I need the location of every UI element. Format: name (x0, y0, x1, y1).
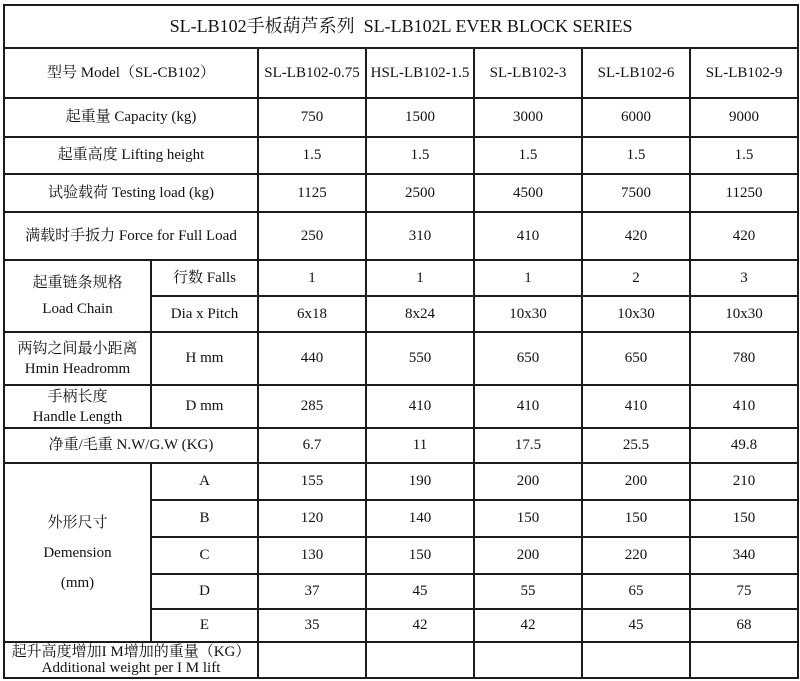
handle-length-label-zh: 手柄长度 (47, 388, 108, 405)
dimension-label-zh: 外形尺寸 (47, 514, 108, 531)
dia-pitch-value: 8x24 (366, 296, 474, 332)
dimension-value: 200 (582, 463, 690, 500)
dimension-value: 68 (690, 609, 798, 642)
dimension-value: 35 (258, 609, 366, 642)
falls-value: 1 (366, 260, 474, 296)
dimension-value: 75 (690, 574, 798, 609)
row-dimension-a (4, 463, 798, 500)
handle-length-value: 285 (258, 385, 366, 428)
model-name: SL-LB102-3 (474, 48, 582, 98)
row-title (4, 5, 798, 48)
dimension-value: 130 (258, 537, 366, 574)
lifting-height-value: 1.5 (690, 137, 798, 174)
headroom-value: 550 (366, 332, 474, 385)
dimension-value: 55 (474, 574, 582, 609)
falls-label: 行数 Falls (151, 260, 258, 296)
row-falls (4, 260, 798, 296)
headroom-label-zh: 两钩之间最小距离 (17, 340, 138, 357)
additional-weight-label-en: Additional weight per I M lift (41, 660, 221, 676)
row-weight (4, 428, 798, 463)
dia-pitch-value: 6x18 (258, 296, 366, 332)
lifting-height-value: 1.5 (258, 137, 366, 174)
capacity-value: 9000 (690, 98, 798, 137)
dimension-value: 190 (366, 463, 474, 500)
force-full-load-label: 满载时手扳力 Force for Full Load (4, 212, 258, 260)
force-value: 250 (258, 212, 366, 260)
force-value: 420 (582, 212, 690, 260)
headroom-sub-label: H mm (151, 332, 258, 385)
dimension-value: 155 (258, 463, 366, 500)
capacity-value: 1500 (366, 98, 474, 137)
dimension-value: 140 (366, 500, 474, 537)
testing-load-value: 2500 (366, 174, 474, 212)
weight-value: 6.7 (258, 428, 366, 463)
handle-length-value: 410 (474, 385, 582, 428)
row-additional-weight (4, 642, 798, 678)
row-lifting-height (4, 137, 798, 174)
dia-pitch-value: 10x30 (474, 296, 582, 332)
falls-value: 1 (258, 260, 366, 296)
dimension-label-unit: (mm) (60, 574, 95, 591)
additional-weight-label (4, 642, 258, 678)
model-name: SL-LB102-9 (690, 48, 798, 98)
dimension-value: 340 (690, 537, 798, 574)
load-chain-label-zh: 起重链条规格 (32, 275, 123, 291)
dimension-sub-label: D (151, 574, 258, 609)
lifting-height-value: 1.5 (582, 137, 690, 174)
load-chain-label (4, 260, 151, 332)
dimension-value: 150 (690, 500, 798, 537)
additional-weight-value (690, 642, 798, 678)
dimension-sub-label: A (151, 463, 258, 500)
capacity-label: 起重量 Capacity (kg) (4, 98, 258, 137)
dimension-value: 45 (582, 609, 690, 642)
model-name: SL-LB102-0.75 (258, 48, 366, 98)
additional-weight-value (366, 642, 474, 678)
handle-length-value: 410 (366, 385, 474, 428)
testing-load-value: 1125 (258, 174, 366, 212)
testing-load-value: 11250 (690, 174, 798, 212)
lifting-height-value: 1.5 (366, 137, 474, 174)
row-capacity (4, 98, 798, 137)
dimension-value: 150 (366, 537, 474, 574)
handle-length-sub-label: D mm (151, 385, 258, 428)
headroom-value: 650 (582, 332, 690, 385)
testing-load-label: 试验载荷 Testing load (kg) (4, 174, 258, 212)
dimension-sub-label: C (151, 537, 258, 574)
force-value: 420 (690, 212, 798, 260)
dimension-label-en: Demension (43, 544, 112, 561)
dimension-label (4, 463, 151, 642)
dimension-value: 120 (258, 500, 366, 537)
handle-length-value: 410 (582, 385, 690, 428)
weight-value: 17.5 (474, 428, 582, 463)
model-row-label: 型号 Model（SL-CB102） (4, 48, 258, 98)
dimension-value: 42 (474, 609, 582, 642)
weight-value: 49.8 (690, 428, 798, 463)
testing-load-value: 4500 (474, 174, 582, 212)
lifting-height-value: 1.5 (474, 137, 582, 174)
handle-length-label-en: Handle Length (32, 408, 123, 425)
capacity-value: 750 (258, 98, 366, 137)
dimension-value: 200 (474, 537, 582, 574)
dimension-value: 42 (366, 609, 474, 642)
additional-weight-value (258, 642, 366, 678)
dia-pitch-label: Dia x Pitch (151, 296, 258, 332)
falls-value: 1 (474, 260, 582, 296)
row-model (4, 48, 798, 98)
dia-pitch-value: 10x30 (690, 296, 798, 332)
additional-weight-value (474, 642, 582, 678)
dimension-value: 210 (690, 463, 798, 500)
headroom-value: 780 (690, 332, 798, 385)
handle-length-label (4, 385, 151, 428)
dia-pitch-value: 10x30 (582, 296, 690, 332)
row-handle-length (4, 385, 798, 428)
headroom-value: 650 (474, 332, 582, 385)
capacity-value: 6000 (582, 98, 690, 137)
dimension-sub-label: B (151, 500, 258, 537)
dimension-value: 220 (582, 537, 690, 574)
lifting-height-label: 起重高度 Lifting height (4, 137, 258, 174)
falls-value: 2 (582, 260, 690, 296)
headroom-label (4, 332, 151, 385)
handle-length-value: 410 (690, 385, 798, 428)
dimension-value: 37 (258, 574, 366, 609)
force-value: 310 (366, 212, 474, 260)
dimension-value: 45 (366, 574, 474, 609)
row-testing-load (4, 174, 798, 212)
testing-load-value: 7500 (582, 174, 690, 212)
weight-value: 11 (366, 428, 474, 463)
weight-label: 净重/毛重 N.W/G.W (KG) (4, 428, 258, 463)
dimension-value: 65 (582, 574, 690, 609)
spec-sheet (3, 4, 797, 679)
dimension-value: 150 (474, 500, 582, 537)
dimension-sub-label: E (151, 609, 258, 642)
spec-table (3, 4, 799, 679)
weight-value: 25.5 (582, 428, 690, 463)
capacity-value: 3000 (474, 98, 582, 137)
dimension-value: 200 (474, 463, 582, 500)
table-title: SL-LB102手板葫芦系列 SL-LB102L EVER BLOCK SERIES (4, 5, 798, 48)
falls-value: 3 (690, 260, 798, 296)
model-name: HSL-LB102-1.5 (366, 48, 474, 98)
force-value: 410 (474, 212, 582, 260)
additional-weight-value (582, 642, 690, 678)
headroom-value: 440 (258, 332, 366, 385)
headroom-label-en: Hmin Headromm (24, 360, 131, 377)
row-headroom (4, 332, 798, 385)
dimension-value: 150 (582, 500, 690, 537)
additional-weight-label-zh: 起升高度增加I M增加的重量（KG） (11, 644, 251, 660)
model-name: SL-LB102-6 (582, 48, 690, 98)
row-force-full-load (4, 212, 798, 260)
load-chain-label-en: Load Chain (42, 301, 113, 317)
